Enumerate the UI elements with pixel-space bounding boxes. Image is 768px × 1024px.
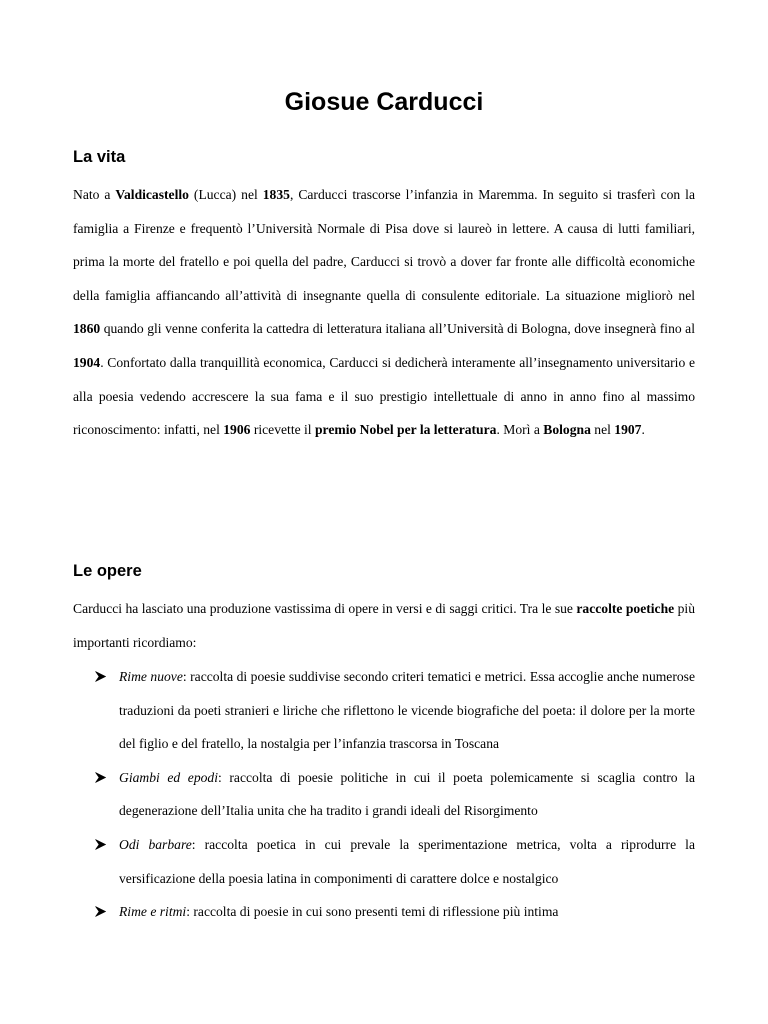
text-run: Nato a [73, 187, 116, 202]
work-description: : raccolta poetica in cui prevale la sperimentazione metrica, volta a riprodurre la versificazione della poesia latina in componimenti di carattere dolce e nostalgico [119, 836, 695, 886]
work-title: Odi barbare [119, 836, 192, 852]
work-list-item [95, 761, 695, 828]
works-list [95, 660, 695, 929]
arrowhead-bullet-icon [95, 660, 109, 694]
work-title: Giambi ed epodi [119, 769, 219, 785]
work-title: Rime nuove [119, 669, 183, 684]
text-run: ricevette il [250, 422, 315, 438]
work-description: : raccolta di poesie in cui sono presenti temi di riflessione più intima [186, 904, 559, 920]
text-run: . Confortato dalla tranquillità economica, Carducci si dedicherà interamente all’insegnamento universitario e alla poesia vedendo accrescere la sua fama e il suo prestigio intellettuale di anno in anno fino al massimo riconoscimento: infatti, nel [73, 354, 695, 438]
bold-text: raccolte poetiche [576, 601, 675, 616]
work-description: : raccolta di poesie suddivise secondo criteri tematici e metrici. Essa accoglie anche numerose traduzioni da poeti stranieri e liriche che riflettono le vicende biografiche del poeta: il dolore per la morte del figlio e del fratello, la nostalgia per l’infanzia trascorsa in Toscana [119, 669, 695, 752]
work-list-item [95, 660, 695, 761]
work-list-item [95, 828, 695, 895]
bold-text: premio Nobel per la letteratura [314, 422, 497, 438]
text-run: nel [590, 422, 615, 438]
text-run: (Lucca) nel [188, 187, 263, 202]
text-run: quando gli venne conferita la cattedra di letteratura italiana all’Università di Bologna, dove insegnerà fino al [100, 321, 695, 337]
work-title: Rime e ritmi [119, 904, 187, 920]
bold-text: Bologna [543, 422, 591, 438]
bold-text: 1904 [73, 354, 101, 370]
section-heading-opere: Le opere [73, 562, 142, 580]
text-run: . Morì a [496, 422, 544, 438]
bold-text: Valdicastello [115, 187, 189, 202]
text-run: Carducci ha lasciato una produzione vastissima di opere in versi e di saggi critici. Tra le sue [73, 601, 577, 616]
text-run: più importanti ricordiamo: [73, 601, 695, 650]
page-title: Giosue Carducci [284, 88, 484, 116]
paragraph-opere-intro [73, 592, 695, 659]
bold-text: 1860 [73, 321, 101, 337]
bold-text: 1906 [223, 422, 251, 438]
work-list-item [95, 895, 695, 929]
paragraph-vita [73, 178, 695, 447]
work-description: : raccolta di poesie politiche in cui il poeta polemicamente si scaglia contro la degenerazione dell’Italia unita che ha tradito i grandi ideali del Risorgimento [119, 769, 695, 819]
section-heading-vita: La vita [73, 148, 126, 166]
arrowhead-bullet-icon [95, 895, 109, 929]
text-run: , Carducci trascorse l’infanzia in Maremma. In seguito si trasferì con la famiglia a Firenze e frequentò l’Università Normale di Pisa dove si laureò in lettere. A causa di lutti familiari, prima la morte del fratello e poi quella del padre, Carducci si trovò a dover far fronte alle difficoltà economiche della famiglia affiancando all’attività di insegnante quella di consulente editoriale. La situazione migliorò nel [73, 187, 695, 303]
arrowhead-bullet-icon [95, 761, 109, 795]
bold-text: 1907 [614, 422, 642, 438]
bold-text: 1835 [262, 187, 290, 202]
arrowhead-bullet-icon [95, 828, 109, 862]
text-run: . [641, 422, 645, 438]
